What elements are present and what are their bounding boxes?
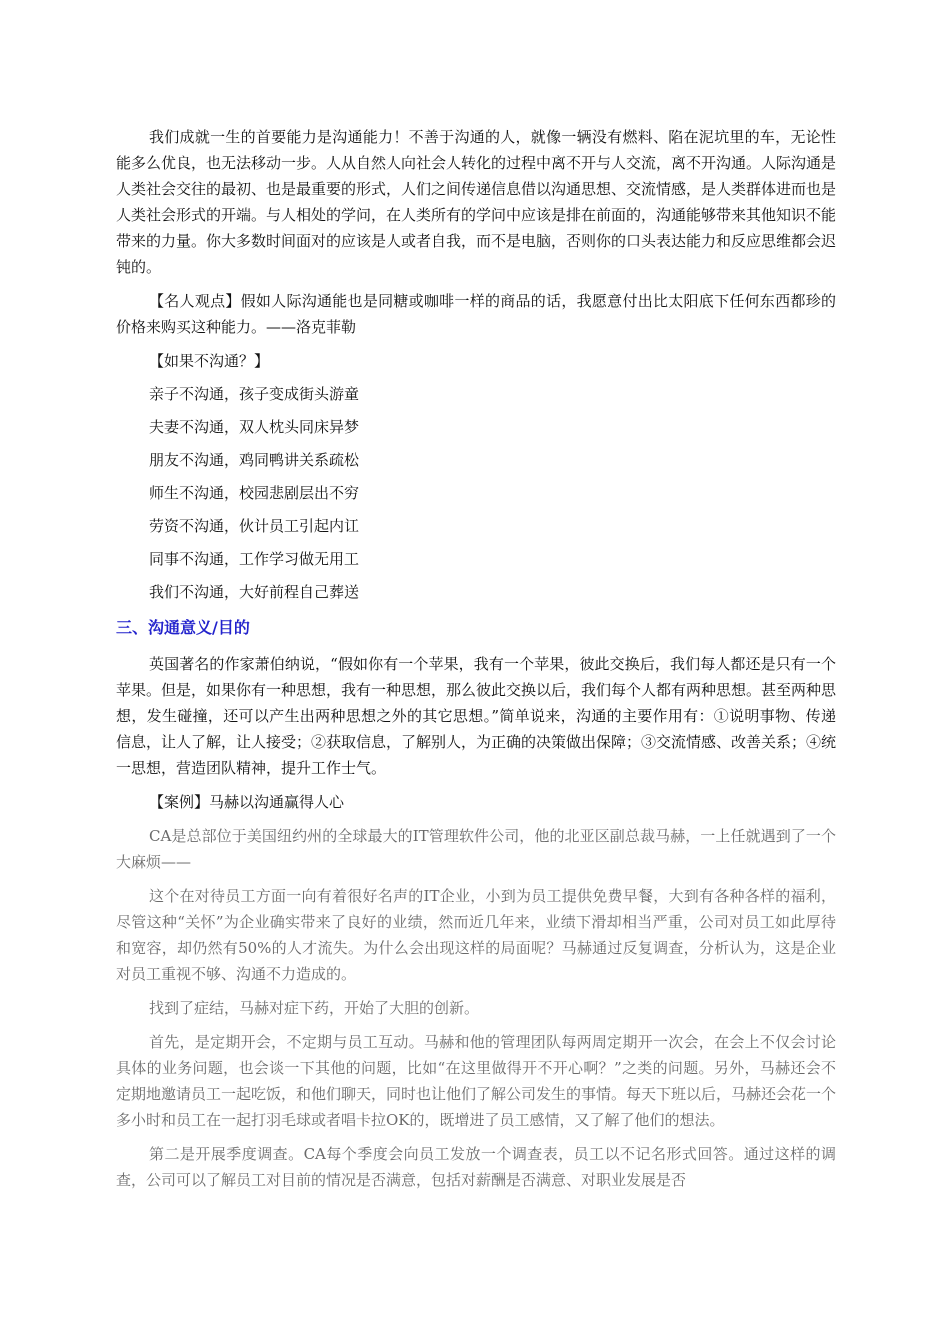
case-paragraph: 第二是开展季度调查。CA每个季度会向员工发放一个调查表，员工以不记名形式回答。通过这样的调查，公司可以了解员工对目前的情况是否满意，包括对薪酬是否满意、对职业发展是否 [116,1145,836,1189]
no-communication-line: 同事不沟通，工作学习做无用工 [149,550,360,568]
case-paragraph: CA是总部位于美国纽约州的全球最大的IT管理软件公司，他的北亚区副总裁马赫，一上任就遇到了一个大麻烦—— [116,827,836,871]
no-communication-line: 劳资不沟通，伙计员工引起内讧 [149,517,360,535]
case-paragraph: 首先，是定期开会，不定期与员工互动。马赫和他的管理团队每两周定期开一次会，在会上不仅会讨论具体的业务问题，也会谈一下其他的问题，比如“在这里做得开不开心啊？”之类的问题。另外，马赫还会不定期地邀请员工一起吃饭，和他们聊天，同时也让他们了解公司发生的事情。每天下班以后，马赫还会花一个多小时和员工在一起打羽毛球或者唱卡拉OK的，既增进了员工感情，又了解了他们的想法。 [116,1033,837,1129]
case-paragraph: 找到了症结，马赫对症下药，开始了大胆的创新。 [149,999,480,1017]
no-communication-line: 朋友不沟通，鸡同鸭讲关系疏松 [149,451,360,469]
case-title: 【案例】马赫以沟通赢得人心 [149,793,345,811]
famous-quote: 【名人观点】假如人际沟通能也是同糖或咖啡一样的商品的话，我愿意付出比太阳底下任何东西都珍的价格来购买这种能力。——洛克菲勒 [116,292,836,336]
section-paragraph: 英国著名的作家萧伯纳说，“假如你有一个苹果，我有一个苹果，彼此交换后，我们每人都还是只有一个苹果。但是，如果你有一种思想，我有一种思想，那么彼此交换以后，我们每个人都有两种思想。甚至两种思想，发生碰撞，还可以产生出两种思想之外的其它思想。”简单说来，沟通的主要作用有：①说明事物、传递信息，让人了解，让人接受；②获取信息，了解别人，为正确的决策做出保障；③交流情感、改善关系；④统一思想，营造团队精神，提升工作士气。 [116,655,837,777]
no-communication-line: 夫妻不沟通，双人枕头同床异梦 [149,418,360,436]
no-communication-line: 我们不沟通，大好前程自己葬送 [149,583,360,601]
intro-paragraph: 我们成就一生的首要能力是沟通能力！不善于沟通的人，就像一辆没有燃料、陷在泥坑里的车，无论性能多么优良，也无法移动一步。人从自然人向社会人转化的过程中离不开与人交流，离不开沟通。人际沟通是人类社会交往的最初、也是最重要的形式，人们之间传递信息借以沟通思想、交流情感，是人类群体进而也是人类社会形式的开端。与人相处的学问，在人类所有的学问中应该是排在前面的，沟通能够带来其他知识不能带来的力量。你大多数时间面对的应该是人或者自我，而不是电脑，否则你的口头表达能力和反应思维都会迟钝的。 [116,128,837,276]
no-communication-line: 亲子不沟通，孩子变成街头游童 [149,385,360,403]
no-communication-heading: 【如果不沟通？】 [149,352,270,370]
section-heading: 三、沟通意义/目的 [116,618,250,637]
page-content [116,124,836,1193]
case-paragraph: 这个在对待员工方面一向有着很好名声的IT企业，小到为员工提供免费早餐，大到有各种各样的福利，尽管这种“关怀”为企业确实带来了良好的业绩，然而近几年来，业绩下滑却相当严重，公司对员工如此厚待和宽容，却仍然有50%的人才流失。为什么会出现这样的局面呢？马赫通过反复调查，分析认为，这是企业对员工重视不够、沟通不力造成的。 [116,887,836,983]
no-communication-line: 师生不沟通，校园悲剧层出不穷 [149,484,360,502]
